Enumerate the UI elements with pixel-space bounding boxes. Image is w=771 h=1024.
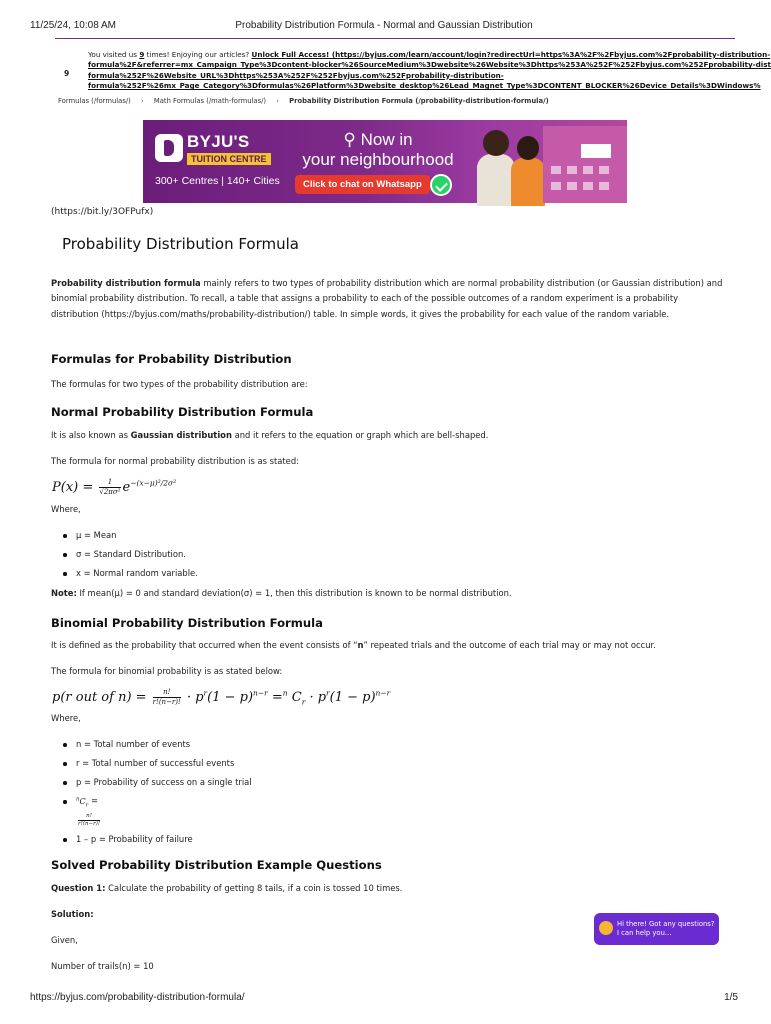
note-paragraph: Note: If mean(μ) = 0 and standard deviation(σ) = 1, then this distribution is known to be normal distribution. xyxy=(51,588,512,598)
list-item: x = Normal random variable. xyxy=(63,564,198,583)
list-item: n = Total number of events xyxy=(63,735,252,754)
byjus-logo-icon xyxy=(155,134,183,162)
whatsapp-icon[interactable] xyxy=(430,174,452,196)
binomial-where: Where, xyxy=(51,713,81,723)
binomial-paragraph-2: The formula for binomial probability is as stated below: xyxy=(51,666,283,676)
print-header xyxy=(30,20,738,34)
heading-solved: Solved Probability Distribution Example Questions xyxy=(51,858,382,872)
tuition-centre-banner[interactable] xyxy=(143,120,627,203)
chat-line-2: I can help you... xyxy=(617,929,672,937)
unlock-link-cont-2[interactable]: formula%2F&referrer=mx_Campaign_Type%3Dcontent-blocker%26SourceMedium%3Dwebsite%26Website%3Dhttps%253A%252F%252Fbyjus.com%252Fprobability-dist xyxy=(88,60,771,70)
page-title: Probability Distribution Formula xyxy=(62,235,299,253)
visit-count-badge: 9 xyxy=(64,69,70,78)
heading-formulas: Formulas for Probability Distribution xyxy=(51,352,292,366)
breadcrumb-current[interactable]: Probability Distribution Formula (/probability-distribution-formula/) xyxy=(289,97,549,105)
chevron-right-icon: › xyxy=(141,97,144,105)
chevron-right-icon: › xyxy=(276,97,279,105)
visit-notice xyxy=(64,50,771,94)
chat-line-1: Hi there! Got any questions? xyxy=(617,920,715,928)
visit-count: 9 xyxy=(139,50,145,59)
waving-hand-icon xyxy=(599,921,613,935)
print-url: https://byjus.com/probability-distribution-formula/ xyxy=(30,992,245,1003)
heading-normal: Normal Probability Distribution Formula xyxy=(51,405,314,419)
list-item: r = Total number of successful events xyxy=(63,754,252,773)
list-item: μ = Mean xyxy=(63,526,198,545)
heading-binomial: Binomial Probability Distribution Formula xyxy=(51,616,323,630)
list-item: p = Probability of success on a single trial xyxy=(63,773,252,792)
print-page-number: 1/5 xyxy=(724,992,738,1003)
building-image xyxy=(543,126,627,203)
top-divider xyxy=(55,38,735,39)
chat-widget[interactable] xyxy=(594,913,719,945)
solution-label: Solution: xyxy=(51,909,94,919)
normal-formula: P(x) = $\frac{1}{\text{√2πσ²}}$ $e^{-(x-\mu)^2/2\sigma^2}$ xyxy=(52,478,177,496)
breadcrumb xyxy=(58,97,549,105)
list-item: σ = Standard Distribution. xyxy=(63,545,198,564)
unlock-link-cont-4[interactable]: formula%252F%26mx_Page_Category%3Dformulas%26Platform%3Dwebsite_desktop%26Lead_Magnet_Type%3DCONTENT_BLOCKER%26Device_Details%3DWindows% xyxy=(88,81,761,91)
notice-line-1: You visited us 9 times! Enjoying our articles? Unlock Full Access! (https://byjus.com/learn/account/login?redirectUrl=https%3A%2F%2Fbyjus.com%2Fprobability-distribution- xyxy=(88,50,771,59)
print-datetime: 11/25/24, 10:08 AM xyxy=(30,20,116,31)
print-title: Probability Distribution Formula - Normal and Gaussian Distribution xyxy=(235,20,533,31)
normal-variable-list xyxy=(63,526,198,583)
whatsapp-chat-button[interactable]: Click to chat on Whatsapp xyxy=(295,175,430,194)
given-label: Given, xyxy=(51,935,78,945)
normal-paragraph-1: It is also known as Gaussian distribution and it refers to the equation or graph which are bell-shaped. xyxy=(51,430,489,440)
binomial-formula: p(r out of n) = $\frac{n!}{r!(n-r)!}$ · $p^r(1 - p)^{n-r} =^n$ $C_r \cdot p^r(1 - p)^{n-r}$ xyxy=(52,688,391,707)
list-item: 1 – p = Probability of failure xyxy=(63,830,252,849)
banner-centres: 300+ Centres | 140+ Cities xyxy=(155,175,280,187)
breadcrumb-formulas[interactable]: Formulas (/formulas/) xyxy=(58,97,131,105)
print-footer xyxy=(30,992,738,1006)
location-pin-icon: ⚲ xyxy=(343,130,361,149)
formulas-text: The formulas for two types of the probability distribution are: xyxy=(51,379,308,389)
unlock-link-cont-3[interactable]: formula%252F%26Website_URL%3Dhttps%253A%252F%252Fbyjus.com%252Fprobability-distribution- xyxy=(88,70,504,80)
intro-paragraph: Probability distribution formula mainly refers to two types of probability distribution which are normal probability distribution (or Gaussian distribution) and binomial probability distribution. To recall, a table that assigns a probability to each of the possible outcomes of a random experiment is a probability distribution (https://byjus.com/maths/probability-distribution/) table. In simple words, it gives the probability for each value of the random variable. xyxy=(51,278,723,319)
trials-text: Number of trails(n) = 10 xyxy=(51,961,154,971)
breadcrumb-math-formulas[interactable]: Math Formulas (/math-formulas/) xyxy=(153,97,267,105)
normal-paragraph-2: The formula for normal probability distribution is as stated: xyxy=(51,456,299,466)
binomial-paragraph-1: It is defined as the probability that occurred when the event consists of “n” repeated trials and the outcome of each trial may or may not occur. xyxy=(51,640,656,650)
question-1: Question 1: Calculate the probability of getting 8 tails, if a coin is tossed 10 times. xyxy=(51,883,403,893)
banner-link[interactable]: (https://bit.ly/3OFPufx) xyxy=(51,207,154,217)
normal-where: Where, xyxy=(51,504,81,514)
byjus-logo: BYJU'S TUITION CENTRE xyxy=(155,134,287,168)
unlock-full-access-link[interactable]: Unlock Full Access! (https://byjus.com/learn/account/login?redirectUrl=https%3A%2F%2Fbyjus.com%2Fprobability-distribution- xyxy=(251,50,771,59)
banner-headline: ⚲ Now in your neighbourhood xyxy=(302,130,454,169)
students-image xyxy=(473,124,543,203)
list-item-ncr: $^nC_r$ = $\frac{n!}{r!(n-r)!}$ xyxy=(63,792,252,830)
binomial-variable-list xyxy=(63,735,252,849)
